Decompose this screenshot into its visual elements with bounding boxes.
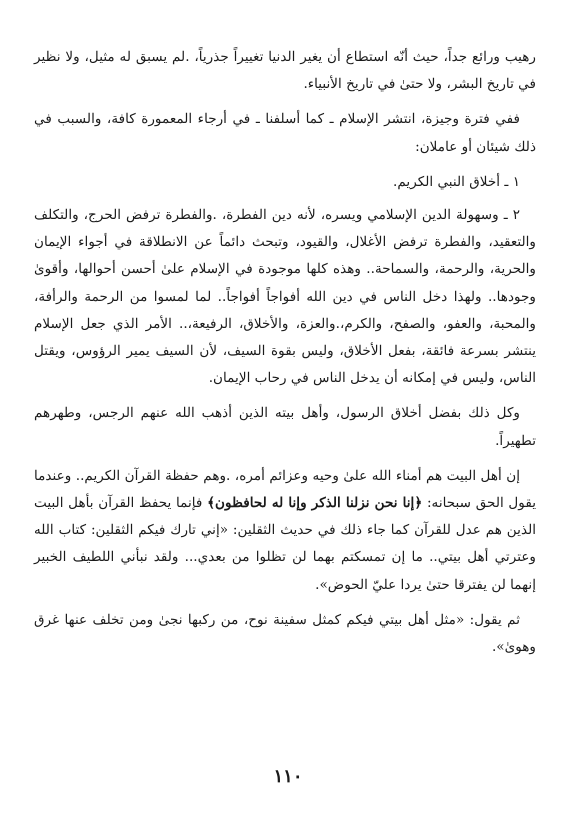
body-text <box>34 44 536 669</box>
list-item-prophet-ethics: ١ ـ أخلاق النبي الكريم. <box>393 173 520 190</box>
paragraph-ahl-al-bayt: وكل ذلك بفضل أخلاق الرسول، وأهل بيته الذين أذهب الله عنهم الرجس، وطهرهم تطهيراً. <box>34 405 536 449</box>
list-item-ease-of-religion: ٢ ـ وسهولة الدين الإسلامي ويسره، لأنه دين الفطرة، .والفطرة ترفض الحرج، والتكلف والتعقيد، والفطرة ترفض الأغلال، والقيود، وتبحث دائماً عن الانطلاقة في أجواء الإيمان والحرية، والرحمة، والسماحة.. وهذه كلها موجودة في الإسلام علىٰ أحسن أحوالها، وأقوىٰ وجودها.. ولهذا دخل الناس في دين الله أفواجاً أفواجاً.. لما لمسوا من الرحمة والرأفة، والمحبة، والعفو، والصفح، والكرم،.والعزة، والأخلاق، الرفيعة،.. الأمر الذي جعل الإسلام ينتشر بسرعة فائقة، بفعل الأخلاق، وليس بقوة السيف، لأن السيف يمير الرؤوس، ويقتل الناس، وليس في إمكانه أن يدخل الناس في رحاب الإيمان. <box>34 207 536 387</box>
paragraph-noah-ark-hadith: ثم يقول: «مثل أهل بيتي فيكم كمثل سفينة نوح، من ركبها نجىٰ ومن تخلف عنها غرق وهوىٰ». <box>34 611 536 656</box>
quran-verse: ﴿إنا نحن نزلنا الذكر وإنا له لحافظون﴾ <box>207 495 423 512</box>
paragraph-text-before: إن أهل البيت هم أمناء الله علىٰ وحيه وعزائم أمره، .وهم حفظة القرآن الكريم.. وعندما يقول الحق سبحانه: <box>34 467 536 512</box>
paragraph-text-after: فإنما يحفظ القرآن بأهل البيت الذين هم عدل للقرآن كما جاء ذلك في حديث الثقلين: «إني تارك فيكم الثقلين: كتاب الله وعترتي أهل بيتي.. ما إن تمسكتم بهما لن تظلوا من بعدي... ولقد نبأني اللطيف الخبير إنهما لن يفترقا حتىٰ يردا عليّ الحوض». <box>34 495 536 593</box>
paragraph-spread-of-islam: ففي فترة وجيزة، انتشر الإسلام ـ كما أسلفنا ـ في أرجاء المعمورة كافة، والسبب في ذلك شيئان أو عاملان: <box>34 111 536 155</box>
paragraph-continued: رهيب ورائع جداً، حيث أنّه استطاع أن يغير الدنيا تغييراً جذرياً، .لم يسبق له مثيل، ولا نظير في تاريخ البشر، ولا حتىٰ في تاريخ الأنبياء. <box>34 49 536 93</box>
paragraph-guardians-of-quran <box>34 463 536 599</box>
page-number: ١١٠ <box>273 766 303 787</box>
